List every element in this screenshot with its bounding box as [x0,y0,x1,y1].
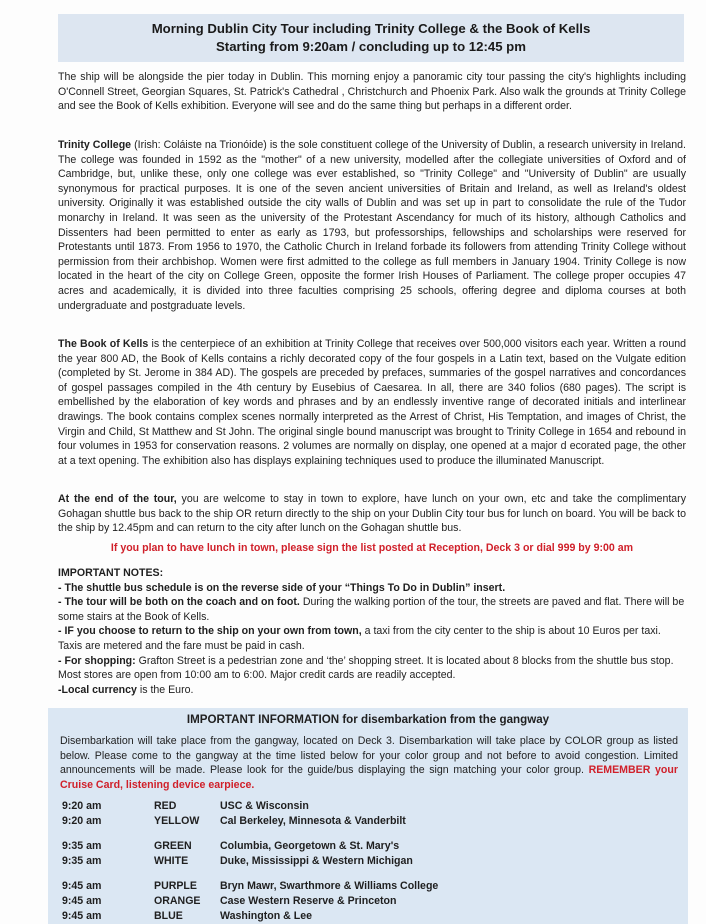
note-text: a taxi from the city center to the ship is about 10 Euros per taxi. Taxis are metered and the fare must be paid in cash. [58,625,661,652]
group-time: 9:45 am [62,895,102,907]
group-color: GREEN [154,840,192,852]
note-item [58,624,686,653]
cruise-card-reminder: REMEMBER your Cruise Card, listening device earpiece. [60,764,678,791]
info-title: IMPORTANT INFORMATION for disembarkation from the gangway [186,713,550,726]
group-schools: Bryn Mawr, Swarthmore & Williams College [220,880,439,892]
group-schools: Washington & Lee [220,910,313,922]
group-color: BLUE [154,910,183,922]
group-time: 9:45 am [62,910,102,922]
page-subtitle: Starting from 9:20am / concluding up to 12:45 pm [216,39,526,54]
group-color: ORANGE [154,895,201,907]
group-schools: Columbia, Georgetown & St. Mary's [220,840,400,852]
page-title: Morning Dublin City Tour including Trinity College & the Book of Kells [151,21,591,36]
group-schools: Duke, Mississippi & Western Michigan [220,855,413,867]
note-item [58,654,686,683]
note-item [58,595,686,624]
group-color: YELLOW [154,815,200,827]
group-color: WHITE [154,855,189,867]
trinity-lead: Trinity College [58,139,132,151]
group-time: 9:20 am [62,800,102,812]
note-bold: - For shopping: [58,654,136,667]
note-item [58,683,686,698]
info-body: Disembarkation will take place from the gangway, located on Deck 3. Disembarkation will take place by COLOR group as listed below. Please come to the gangway at the time listed below for your color group and not before to avoid congestion. Limited announcements will be made. Please look for the guide/bus displaying the sign matching your color group. [60,735,678,777]
note-bold: - The tour will be both on the coach and on foot. [58,596,300,609]
note-text: During the walking portion of the tour, the streets are paved and flat. There will be some stairs at the Book of Kells. [58,596,685,623]
group-color: RED [154,800,177,812]
disembarkation-info [48,708,688,924]
note-item [58,581,686,596]
note-text: Grafton Street is a pedestrian zone and ‘the’ shopping street. It is located about 8 blocks from the shuttle bus stop. Most stores are open from 10:00 am to 6:00. Major credit cards are readily accepted. [58,654,674,682]
group-time: 9:35 am [62,840,102,852]
end-tour-paragraph [58,492,686,536]
lunch-notice: If you plan to have lunch in town, please sign the list posted at Reception, Deck 3 or dial 999 by 9:00 am [110,542,634,554]
group-schools: Cal Berkeley, Minnesota & Vanderbilt [220,815,406,827]
note-bold: - The shuttle bus schedule is on the reverse side of your “Things To Do in Dublin” insert. [58,581,506,594]
important-notes [58,566,686,697]
group-schools: Case Western Reserve & Princeton [220,895,397,907]
note-bold: -Local currency [58,683,137,696]
group-color: PURPLE [154,880,197,892]
group-schools: USC & Wisconsin [220,800,309,812]
group-time: 9:45 am [62,880,102,892]
notes-title: IMPORTANT NOTES: [58,567,164,579]
note-bold: - IF you choose to return to the ship on your own from town, [58,625,362,638]
note-text: is the Euro. [136,683,194,696]
end-tour-text: you are welcome to stay in town to explore, have lunch on your own, etc and take the complimentary Gohagan shuttle bus back to the ship OR return directly to the ship on your Dublin City tour bus for lunch on board. You will be back to the ship by 12.45pm and can return to the city after lunch on the Gohagan shuttle bus. [58,493,686,535]
info-text [60,734,678,792]
kells-lead: The Book of Kells [58,338,149,350]
group-time: 9:35 am [62,855,102,867]
end-tour-lead: At the end of the tour, [58,493,177,505]
document-header [58,14,684,62]
trinity-text: (Irish: Coláiste na Trionóide) is the sole constituent college of the University of Dublin, a research university in Ireland. The college was founded in 1592 as the "mother" of a new university, modelled after the collegiate universities of Oxford and of Cambridge, but, unlike these, only one college was ever established, so "Trinity College" and "University of Dublin" are usually synonymous for practical purposes. It is one of the seven ancient universities of Britain and Ireland, as well as Ireland's oldest university. Originally it was established outside the city walls of Dublin and was set up in part to consolidate the rule of the Tudor monarchy in Ireland. It was seen as the university of the Protestant Ascendancy for much of its history, although Catholics and Dissenters had been permitted to enter as early as 1793, but professorships, fellowships and scholarships were reserved for Protestants until 1873. From 1956 to 1970, the Catholic Church in Ireland forbade its followers from attending Trinity College without permission from their archbishop. Women were first admitted to the college as full members in January 1904. Trinity College is now located in the heart of the city on College Green, opposite the former Irish Houses of Parliament. The college proper occupies 47 acres and academically, it is divided into three faculties comprising 25 schools, offering degree and diploma courses at both undergraduate and postgraduate levels. [58,139,687,312]
group-time: 9:20 am [62,815,102,827]
kells-text: is the centerpiece of an exhibition at Trinity College that receives over 500,000 visitors each year. Written a round the year 800 AD, the Book of Kells contains a richly decorated copy of the four gospels in a Latin text, based on the Vulgate edition (completed by St. Jerome in 384 AD). The gospels are preceded by prefaces, summaries of the gospel narratives and concordances of gospel passages compiled in the 4th century by Eusebius of Caesarea. In all, there are 340 folios (680 pages). The script is embellished by the elaboration of key words and phrases and by an endlessly inventive range of decorated initials and interlinear drawings. The book contains complex scenes normally interpreted as the Arrest of Christ, His Temptation, and images of Christ, the Virgin and Child, St Matthew and St John. The original single bound manuscript was brought to Trinity College in 1654 and rebound in four volumes in 1953 for conservation reasons. 2 volumes are normally on display, one opened at a major d ecorated page, the other at a text opening. The exhibition also has displays explaining techniques used to produce the illuminated Manuscript. [58,338,686,467]
trinity-paragraph [58,138,686,313]
kells-paragraph [58,337,686,468]
intro-paragraph: The ship will be alongside the pier today in Dublin. This morning enjoy a panoramic city tour passing the city's highlights including O'Connell Street, Georgian Squares, St. Patrick's Cathedral , Christchurch and Phoenix Park. Also walk the grounds at Trinity College and see the Book of Kells exhibition. Everyone will see and do the same thing but perhaps in a different order. [58,71,686,113]
